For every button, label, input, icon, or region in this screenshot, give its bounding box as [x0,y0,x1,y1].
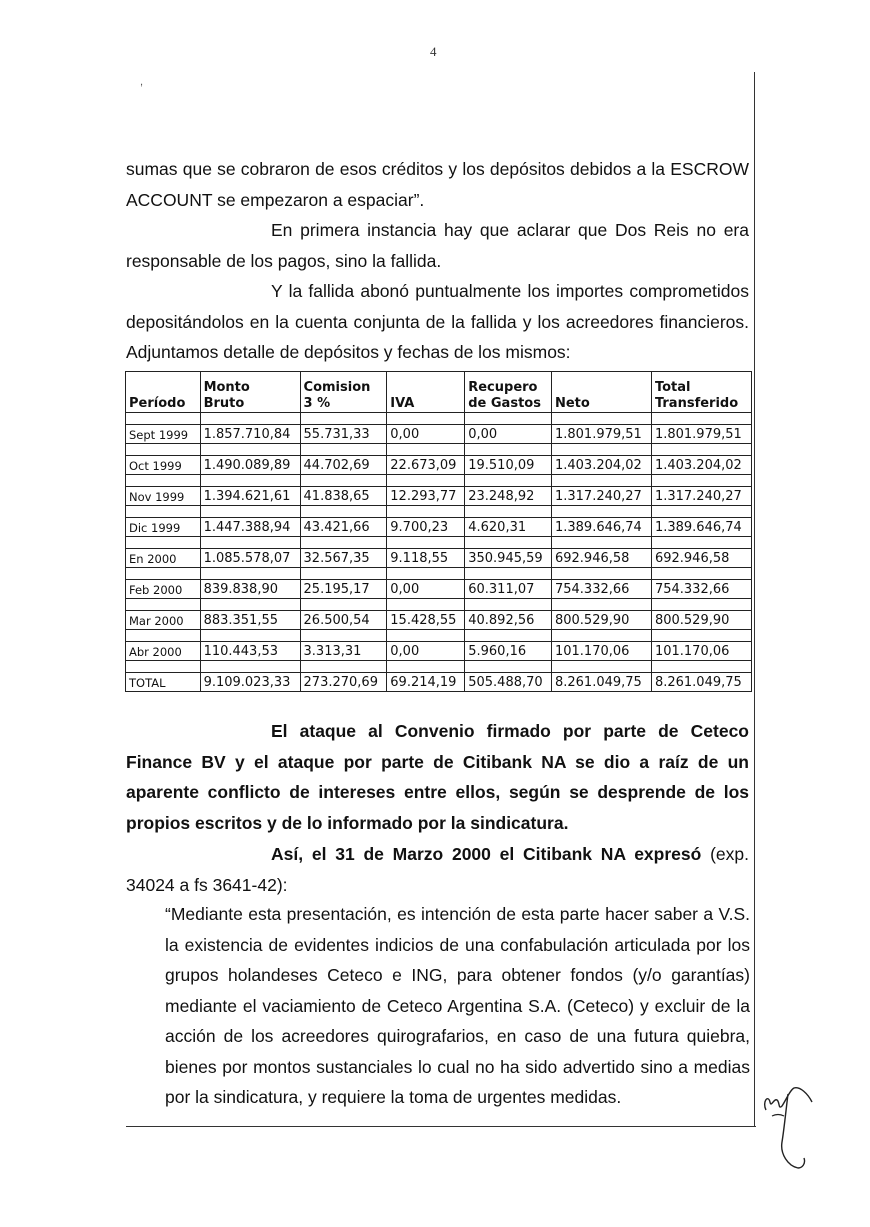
spacer-cell [200,413,300,425]
spacer-cell [387,444,465,456]
table-row [126,611,752,630]
amount-cell: 1.801.979,51 [551,425,651,444]
spacer-cell [651,630,751,642]
spacer-cell [300,661,387,673]
table-row [126,456,752,475]
column-header-line: Comision [303,380,371,395]
spacer-cell [126,444,201,456]
spacer-cell [651,568,751,580]
amount-cell: 754.332,66 [551,580,651,599]
row-spacer [126,413,752,425]
spacer-cell [651,506,751,518]
paragraph-dos-reis: En primera instancia hay que aclarar que Dos Reis no era responsable de los pagos, sino la fallida. [126,220,749,271]
spacer-cell [465,506,552,518]
spacer-cell [200,661,300,673]
amount-cell: 5.960,16 [465,642,552,661]
page-number: 4 [430,44,437,59]
spacer-cell [126,537,201,549]
amount-cell: 22.673,09 [387,456,465,475]
spacer-cell [126,506,201,518]
amount-cell: 0,00 [387,580,465,599]
amount-cell: 69.214,19 [387,673,465,692]
amount-cell: 41.838,65 [300,487,387,506]
amount-cell: 1.317.240,27 [551,487,651,506]
amount-cell: 26.500,54 [300,611,387,630]
spacer-cell [200,599,300,611]
quoted-presentation: “Mediante esta presentación, es intención de esta parte hacer saber a V.S. la existencia de evidentes indicios de una confabulación articulada por los grupos holandeses Ceteco e ING, para obtener fondos (y/o garantías) mediante el vaciamiento de Ceteco Argentina S.A. (Ceteco) y excluir de la acción de los acreedores quirografarios, en caso de una futura quiebra, bienes por montos sustanciales lo cual no ha sido advertido sino a medias por la sindicatura, y requiere la toma de urgentes medidas. [165,904,750,1107]
column-header-line: Transferido [654,396,739,411]
amount-cell: 754.332,66 [651,580,751,599]
table-row [126,425,752,444]
scan-mark: , [140,76,144,88]
spacer-cell [300,413,387,425]
spacer-cell [465,537,552,549]
footer-rule [126,1126,756,1127]
spacer-cell [126,630,201,642]
spacer-cell [200,506,300,518]
spacer-cell [651,661,751,673]
amount-cell: 505.488,70 [465,673,552,692]
column-header-line: Bruto [203,396,245,411]
column-header-line: Neto [554,396,590,411]
spacer-cell [300,568,387,580]
spacer-cell [551,475,651,487]
column-header-line: Total [654,380,691,395]
column-header-line: Período [129,396,186,411]
spacer-cell [465,630,552,642]
spacer-cell [551,506,651,518]
column-header [551,372,651,413]
amount-cell: 8.261.049,75 [551,673,651,692]
spacer-cell [126,475,201,487]
amount-cell: 1.394.621,61 [200,487,300,506]
amount-cell: 44.702,69 [300,456,387,475]
amount-cell: 800.529,90 [651,611,751,630]
spacer-cell [300,475,387,487]
amount-cell: 839.838,90 [200,580,300,599]
right-margin-rule [754,72,755,1127]
amount-cell: 4.620,31 [465,518,552,537]
column-header [126,372,201,413]
period-cell: Dic 1999 [126,518,201,537]
spacer-cell [126,599,201,611]
column-header [200,372,300,413]
amount-cell: 15.428,55 [387,611,465,630]
period-cell: Nov 1999 [126,487,201,506]
paragraph-citibank [126,839,749,900]
spacer-cell [387,599,465,611]
table-header-row [126,372,752,413]
spacer-cell [200,568,300,580]
spacer-cell [387,506,465,518]
amount-cell: 692.946,58 [551,549,651,568]
spacer-cell [126,568,201,580]
spacer-cell [387,568,465,580]
amount-cell: 9.109.023,33 [200,673,300,692]
deposits-table [125,371,752,692]
spacer-cell [651,413,751,425]
spacer-cell [126,661,201,673]
amount-cell: 55.731,33 [300,425,387,444]
spacer-cell [465,568,552,580]
amount-cell: 1.447.388,94 [200,518,300,537]
amount-cell: 883.351,55 [200,611,300,630]
spacer-cell [300,506,387,518]
column-header [651,372,751,413]
spacer-cell [387,630,465,642]
column-header-line: IVA [390,396,415,411]
amount-cell: 273.270,69 [300,673,387,692]
period-cell: TOTAL [126,673,201,692]
citibank-statement: Así, el 31 de Marzo 2000 el Citibank NA expresó [271,844,702,864]
row-spacer [126,599,752,611]
period-cell: Mar 2000 [126,611,201,630]
column-header [387,372,465,413]
spacer-cell [300,444,387,456]
amount-cell: 1.801.979,51 [651,425,751,444]
amount-cell: 25.195,17 [300,580,387,599]
amount-cell: 692.946,58 [651,549,751,568]
amount-cell: 350.945,59 [465,549,552,568]
spacer-cell [465,444,552,456]
amount-cell: 1.317.240,27 [651,487,751,506]
spacer-cell [651,599,751,611]
period-cell: Sept 1999 [126,425,201,444]
spacer-cell [651,537,751,549]
spacer-cell [465,475,552,487]
period-cell: Feb 2000 [126,580,201,599]
column-header-line: de Gastos [468,396,541,411]
spacer-cell [551,444,651,456]
amount-cell: 0,00 [387,642,465,661]
amount-cell: 23.248,92 [465,487,552,506]
period-cell: Oct 1999 [126,456,201,475]
spacer-cell [551,537,651,549]
spacer-cell [551,630,651,642]
spacer-cell [651,444,751,456]
amount-cell: 19.510,09 [465,456,552,475]
spacer-cell [465,599,552,611]
file-reference: (exp. 34024 a fs 3641-42): [126,844,749,895]
spacer-cell [300,537,387,549]
paragraph-escrow: sumas que se cobraron de esos créditos y los depósitos debidos a la ESCROW ACCOUNT se empezaron a espaciar”. [126,159,749,210]
amount-cell: 1.389.646,74 [651,518,751,537]
amount-cell: 60.311,07 [465,580,552,599]
spacer-cell [200,475,300,487]
amount-cell: 0,00 [465,425,552,444]
amount-cell: 9.118,55 [387,549,465,568]
spacer-cell [200,537,300,549]
amount-cell: 110.443,53 [200,642,300,661]
amount-cell: 1.490.089,89 [200,456,300,475]
spacer-cell [387,537,465,549]
spacer-cell [651,475,751,487]
amount-cell: 1.403.204,02 [651,456,751,475]
spacer-cell [300,630,387,642]
amount-cell: 800.529,90 [551,611,651,630]
row-spacer [126,630,752,642]
paragraph-deposits-intro: Y la fallida abonó puntualmente los importes comprometidos depositándolos en la cuenta conjunta de la fallida y los acreedores financieros. Adjuntamos detalle de depósitos y fechas de los mismos: [126,281,749,362]
spacer-cell [551,413,651,425]
column-header-line: 3 % [303,396,331,411]
amount-cell: 43.421,66 [300,518,387,537]
spacer-cell [551,568,651,580]
table-row [126,580,752,599]
amount-cell: 3.313,31 [300,642,387,661]
table-row [126,518,752,537]
handwritten-signature [760,1080,820,1175]
table-row [126,487,752,506]
amount-cell: 8.261.049,75 [651,673,751,692]
row-spacer [126,444,752,456]
amount-cell: 9.700,23 [387,518,465,537]
column-header [465,372,552,413]
table-row [126,549,752,568]
row-spacer [126,506,752,518]
spacer-cell [465,661,552,673]
amount-cell: 1.403.204,02 [551,456,651,475]
amount-cell: 101.170,06 [551,642,651,661]
amount-cell: 1.085.578,07 [200,549,300,568]
table-total-row [126,673,752,692]
row-spacer [126,661,752,673]
period-cell: En 2000 [126,549,201,568]
spacer-cell [387,475,465,487]
table-row [126,642,752,661]
amount-cell: 0,00 [387,425,465,444]
amount-cell: 1.857.710,84 [200,425,300,444]
column-header-line: Recupero [468,380,538,395]
spacer-cell [387,661,465,673]
row-spacer [126,475,752,487]
spacer-cell [465,413,552,425]
amount-cell: 1.389.646,74 [551,518,651,537]
column-header [300,372,387,413]
spacer-cell [126,413,201,425]
column-header-line: Monto [203,380,250,395]
spacer-cell [200,630,300,642]
spacer-cell [200,444,300,456]
spacer-cell [551,661,651,673]
row-spacer [126,537,752,549]
spacer-cell [551,599,651,611]
period-cell: Abr 2000 [126,642,201,661]
spacer-cell [387,413,465,425]
paragraph-attack: El ataque al Convenio firmado por parte de Ceteco Finance BV y el ataque por parte de Citibank NA se dio a raíz de un aparente conflicto de intereses entre ellos, según se desprende de los propios escritos y de lo informado por la sindicatura. [126,721,749,833]
row-spacer [126,568,752,580]
amount-cell: 12.293,77 [387,487,465,506]
amount-cell: 40.892,56 [465,611,552,630]
amount-cell: 101.170,06 [651,642,751,661]
spacer-cell [300,599,387,611]
amount-cell: 32.567,35 [300,549,387,568]
